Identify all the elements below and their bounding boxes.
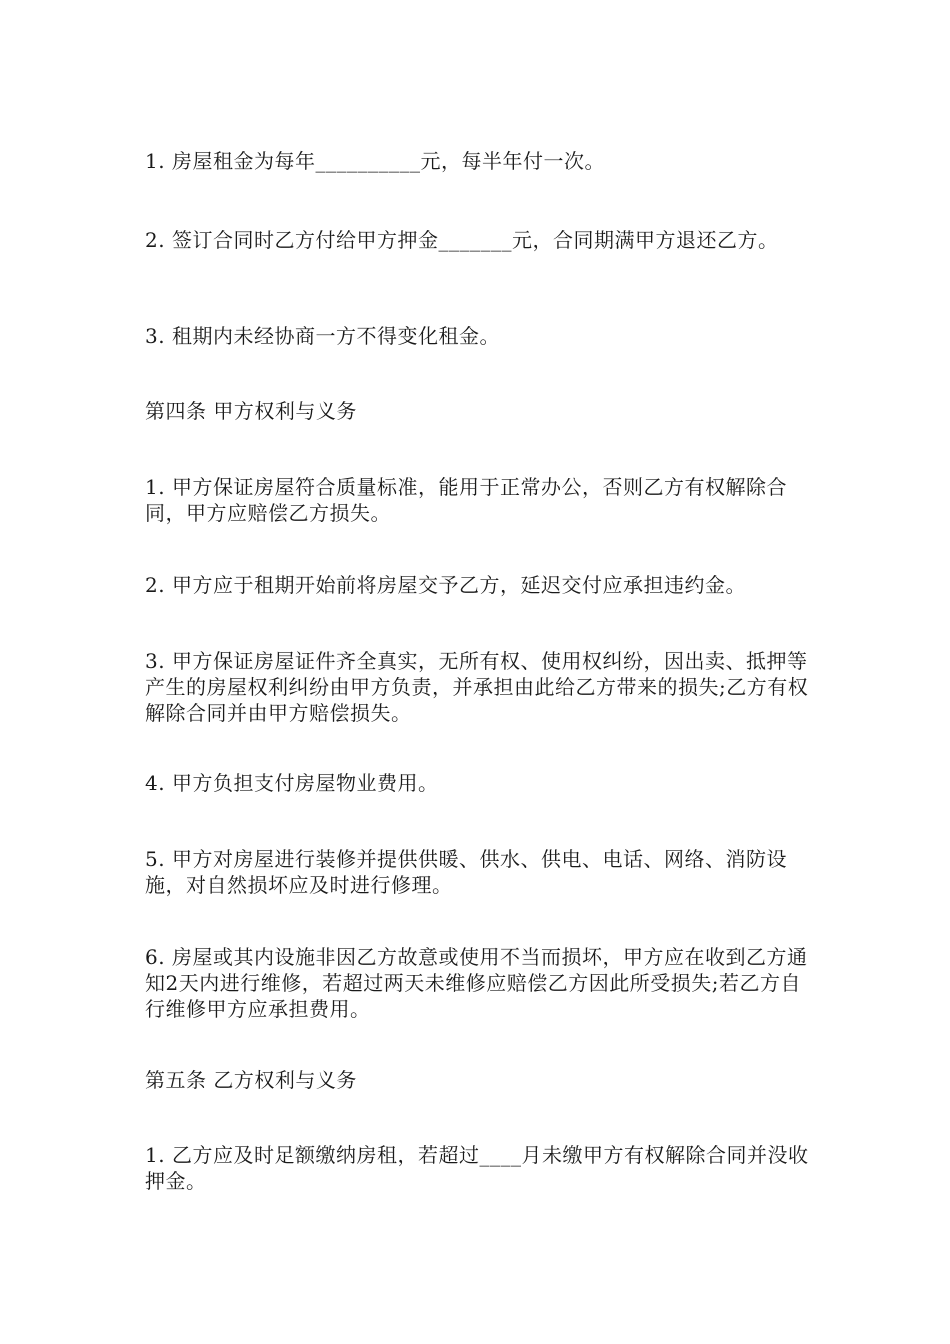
clause-a-title: 3. 甲方保证房屋证件齐全真实，无所有权、使用权纠纷，因出卖、抵押等产生的房屋权利纠纷由甲方负责，并承担由此给乙方带来的损失;乙方有权解除合同并由甲方赔偿损失。 bbox=[145, 649, 809, 725]
section-heading-article-5: 第五条 乙方权利与义务 bbox=[145, 1068, 357, 1092]
clause-rent-change: 3. 租期内未经协商一方不得变化租金。 bbox=[145, 324, 500, 348]
clause-b-payment: 1. 乙方应及时足额缴纳房租，若超过____月未缴甲方有权解除合同并没收押金。 bbox=[145, 1143, 809, 1193]
clause-a-quality: 1. 甲方保证房屋符合质量标准，能用于正常办公，否则乙方有权解除合同，甲方应赔偿乙方损失。 bbox=[145, 475, 787, 525]
clause-a-repair: 6. 房屋或其内设施非因乙方故意或使用不当而损坏，甲方应在收到乙方通知2天内进行维修，若超过两天未维修应赔偿乙方因此所受损失;若乙方自行维修甲方应承担费用。 bbox=[145, 945, 808, 1021]
clause-deposit: 2. 签订合同时乙方付给甲方押金_______元，合同期满甲方退还乙方。 bbox=[145, 228, 779, 252]
clause-rent-amount: 1. 房屋租金为每年__________元，每半年付一次。 bbox=[145, 149, 605, 173]
section-heading-article-4: 第四条 甲方权利与义务 bbox=[145, 399, 357, 423]
clause-a-delivery: 2. 甲方应于租期开始前将房屋交予乙方，延迟交付应承担违约金。 bbox=[145, 573, 746, 597]
clause-a-facilities: 5. 甲方对房屋进行装修并提供供暖、供水、供电、电话、网络、消防设施，对自然损坏应及时进行修理。 bbox=[145, 847, 787, 897]
clause-a-property-fee: 4. 甲方负担支付房屋物业费用。 bbox=[145, 771, 439, 795]
